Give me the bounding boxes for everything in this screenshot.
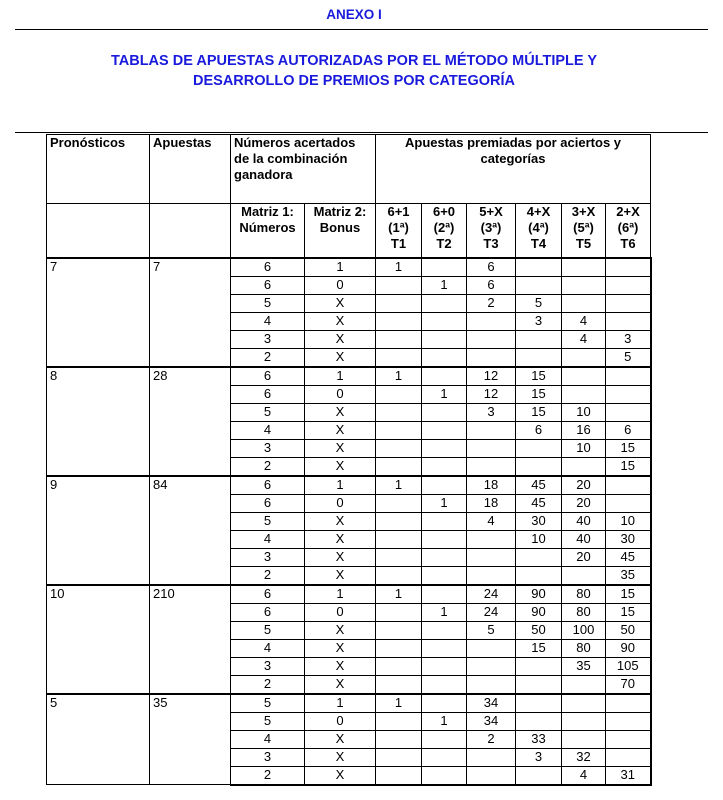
matriz1-cell: 5: [231, 712, 305, 730]
prize-cell-t2: [422, 367, 467, 386]
prize-cell-t4: 15: [516, 367, 562, 386]
matriz2-cell: X: [305, 330, 376, 348]
matriz1-cell: 4: [231, 312, 305, 330]
header-row-1: [47, 135, 651, 204]
prize-cell-t2: [422, 766, 467, 785]
prize-cell-t1: [376, 657, 422, 675]
matriz2-cell: X: [305, 548, 376, 566]
prize-cell-t5: 4: [562, 312, 606, 330]
prize-cell-t1: [376, 639, 422, 657]
prize-cell-t1: [376, 276, 422, 294]
prize-cell-t6: [606, 294, 651, 312]
prize-cell-t3: 34: [467, 694, 516, 713]
matriz1-cell: 3: [231, 330, 305, 348]
prize-cell-t4: [516, 566, 562, 585]
prize-cell-t3: [467, 457, 516, 476]
prize-cell-t5: [562, 566, 606, 585]
prize-cell-t2: [422, 439, 467, 457]
prize-cell-t5: 35: [562, 657, 606, 675]
prize-cell-t5: 40: [562, 530, 606, 548]
prize-cell-t1: [376, 675, 422, 694]
prize-cell-t4: 15: [516, 385, 562, 403]
prize-cell-t2: [422, 748, 467, 766]
prize-cell-t6: 35: [606, 566, 651, 585]
prize-cell-t6: [606, 694, 651, 713]
prize-cell-t2: [422, 530, 467, 548]
matriz1-cell: 3: [231, 439, 305, 457]
matriz1-cell: 5: [231, 621, 305, 639]
matriz2-cell: X: [305, 457, 376, 476]
prize-cell-t1: 1: [376, 694, 422, 713]
prize-cell-t4: 10: [516, 530, 562, 548]
table-row: [47, 476, 651, 495]
prize-cell-t5: 16: [562, 421, 606, 439]
prize-cell-t5: 10: [562, 403, 606, 421]
matriz2-cell: X: [305, 294, 376, 312]
pronosticos-cell: 5: [47, 694, 150, 785]
prize-cell-t5: [562, 294, 606, 312]
prize-cell-t4: [516, 439, 562, 457]
matriz1-cell: 3: [231, 657, 305, 675]
prize-cell-t5: [562, 457, 606, 476]
prize-cell-t2: [422, 294, 467, 312]
matriz2-cell: 1: [305, 367, 376, 386]
table-top-divider: [15, 132, 708, 133]
matriz1-cell: 2: [231, 766, 305, 785]
prize-cell-t1: [376, 330, 422, 348]
header-category-2: 6+0 (2ª) T2: [422, 204, 467, 258]
pronosticos-cell: 9: [47, 476, 150, 585]
header-pronosticos: Pronósticos: [47, 135, 150, 204]
matriz1-cell: 4: [231, 639, 305, 657]
pronosticos-cell: 10: [47, 585, 150, 694]
prize-cell-t2: [422, 421, 467, 439]
matriz2-cell: 0: [305, 385, 376, 403]
prize-cell-t3: [467, 675, 516, 694]
matriz1-cell: 5: [231, 294, 305, 312]
prize-cell-t4: 6: [516, 421, 562, 439]
prize-cell-t4: [516, 694, 562, 713]
matriz2-cell: X: [305, 675, 376, 694]
prize-cell-t4: 50: [516, 621, 562, 639]
prize-cell-t5: 80: [562, 603, 606, 621]
prize-cell-t1: [376, 457, 422, 476]
prize-cell-t1: 1: [376, 476, 422, 495]
prize-cell-t2: [422, 566, 467, 585]
matriz2-cell: X: [305, 639, 376, 657]
title-line-1: TABLAS DE APUESTAS AUTORIZADAS POR EL MÉTODO MÚLTIPLE Y: [110, 53, 598, 69]
prize-cell-t6: [606, 276, 651, 294]
prize-cell-t5: 100: [562, 621, 606, 639]
matriz2-cell: 1: [305, 476, 376, 495]
prize-cell-t4: [516, 457, 562, 476]
prize-cell-t1: [376, 294, 422, 312]
prize-cell-t6: 105: [606, 657, 651, 675]
prize-cell-t4: 90: [516, 585, 562, 604]
apuestas-cell: 84: [150, 476, 231, 585]
prize-cell-t6: [606, 312, 651, 330]
prize-cell-t4: 15: [516, 403, 562, 421]
prize-cell-t3: 5: [467, 621, 516, 639]
prize-cell-t1: [376, 494, 422, 512]
prize-cell-t4: [516, 657, 562, 675]
matriz2-cell: X: [305, 530, 376, 548]
prize-cell-t5: 80: [562, 639, 606, 657]
prize-cell-t6: 15: [606, 585, 651, 604]
matriz2-cell: X: [305, 766, 376, 785]
prize-cell-t2: 1: [422, 494, 467, 512]
prize-cell-t5: 40: [562, 512, 606, 530]
prize-cell-t4: [516, 766, 562, 785]
prize-cell-t3: [467, 657, 516, 675]
prize-cell-t1: [376, 421, 422, 439]
matriz2-cell: X: [305, 439, 376, 457]
prize-cell-t4: 45: [516, 494, 562, 512]
prize-cell-t6: 50: [606, 621, 651, 639]
matriz1-cell: 6: [231, 367, 305, 386]
matriz1-cell: 6: [231, 276, 305, 294]
prize-cell-t6: [606, 476, 651, 495]
prize-cell-t6: 90: [606, 639, 651, 657]
header-category-5: 3+X (5ª) T5: [562, 204, 606, 258]
header-row-2: [47, 204, 651, 258]
prize-cell-t1: [376, 730, 422, 748]
prize-cell-t6: 6: [606, 421, 651, 439]
prize-cell-t1: [376, 566, 422, 585]
prize-cell-t2: [422, 675, 467, 694]
prize-cell-t2: [422, 621, 467, 639]
prize-cell-t6: 70: [606, 675, 651, 694]
prize-cell-t2: [422, 730, 467, 748]
matriz1-cell: 6: [231, 258, 305, 277]
matriz2-cell: X: [305, 748, 376, 766]
prize-cell-t5: [562, 258, 606, 277]
matriz2-cell: X: [305, 621, 376, 639]
prize-cell-t5: [562, 730, 606, 748]
header-matriz-1: Matriz 1: Números: [231, 204, 305, 258]
matriz2-cell: 1: [305, 258, 376, 277]
bets-prize-table: [46, 134, 652, 786]
matriz1-cell: 2: [231, 675, 305, 694]
prize-cell-t3: [467, 312, 516, 330]
prize-cell-t1: [376, 603, 422, 621]
prize-cell-t3: 12: [467, 367, 516, 386]
prize-cell-t6: [606, 748, 651, 766]
prize-cell-t2: 1: [422, 385, 467, 403]
prize-cell-t1: 1: [376, 258, 422, 277]
prize-cell-t3: [467, 439, 516, 457]
prize-cell-t1: [376, 439, 422, 457]
prize-cell-t4: [516, 712, 562, 730]
matriz1-cell: 6: [231, 476, 305, 495]
prize-cell-t3: [467, 348, 516, 367]
prize-cell-t3: 2: [467, 294, 516, 312]
prize-cell-t5: 20: [562, 494, 606, 512]
prize-cell-t6: 30: [606, 530, 651, 548]
prize-cell-t4: 3: [516, 748, 562, 766]
prize-cell-t3: [467, 421, 516, 439]
prize-cell-t1: [376, 621, 422, 639]
prize-cell-t6: 31: [606, 766, 651, 785]
prize-cell-t2: [422, 403, 467, 421]
matriz1-cell: 3: [231, 748, 305, 766]
matriz2-cell: 0: [305, 603, 376, 621]
prize-cell-t2: [422, 348, 467, 367]
matriz1-cell: 5: [231, 694, 305, 713]
prize-cell-t4: 15: [516, 639, 562, 657]
matriz1-cell: 4: [231, 421, 305, 439]
prize-cell-t3: [467, 548, 516, 566]
matriz2-cell: 1: [305, 585, 376, 604]
prize-cell-t5: [562, 385, 606, 403]
header-category-1: 6+1 (1ª) T1: [376, 204, 422, 258]
prize-cell-t6: 10: [606, 512, 651, 530]
prize-cell-t3: [467, 330, 516, 348]
prize-cell-t1: [376, 512, 422, 530]
matriz1-cell: 4: [231, 530, 305, 548]
prize-cell-t6: 5: [606, 348, 651, 367]
pronosticos-cell: 7: [47, 258, 150, 367]
prize-cell-t3: [467, 566, 516, 585]
prize-cell-t5: 32: [562, 748, 606, 766]
matriz2-cell: 0: [305, 494, 376, 512]
prize-cell-t2: [422, 312, 467, 330]
apuestas-cell: 28: [150, 367, 231, 476]
prize-cell-t3: 2: [467, 730, 516, 748]
prize-cell-t4: [516, 548, 562, 566]
prize-cell-t4: 30: [516, 512, 562, 530]
header-category-3: 5+X (3ª) T3: [467, 204, 516, 258]
prize-cell-t5: [562, 675, 606, 694]
prize-cell-t2: [422, 548, 467, 566]
prize-cell-t2: [422, 457, 467, 476]
prize-cell-t4: 5: [516, 294, 562, 312]
prize-cell-t3: 4: [467, 512, 516, 530]
matriz2-cell: X: [305, 730, 376, 748]
matriz2-cell: X: [305, 566, 376, 585]
prize-cell-t6: 15: [606, 439, 651, 457]
prize-cell-t6: [606, 712, 651, 730]
prize-cell-t2: [422, 258, 467, 277]
matriz1-cell: 2: [231, 348, 305, 367]
prize-cell-t6: [606, 403, 651, 421]
prize-cell-t5: [562, 367, 606, 386]
prize-cell-t2: [422, 694, 467, 713]
prize-cell-t4: [516, 675, 562, 694]
prize-cell-t1: [376, 766, 422, 785]
header-blank-1: [47, 204, 150, 258]
prize-cell-t2: 1: [422, 603, 467, 621]
prize-cell-t2: [422, 639, 467, 657]
annex-label: ANEXO I: [326, 7, 382, 22]
prize-cell-t3: 6: [467, 258, 516, 277]
prize-cell-t1: [376, 403, 422, 421]
prize-cell-t3: 24: [467, 603, 516, 621]
prize-cell-t4: 3: [516, 312, 562, 330]
prize-cell-t6: 45: [606, 548, 651, 566]
prize-cell-t2: 1: [422, 712, 467, 730]
prize-cell-t5: [562, 694, 606, 713]
prize-cell-t2: [422, 585, 467, 604]
prize-cell-t5: 10: [562, 439, 606, 457]
table-body: [47, 258, 651, 785]
matriz1-cell: 5: [231, 512, 305, 530]
prize-cell-t4: [516, 330, 562, 348]
header-apuestas: Apuestas: [150, 135, 231, 204]
prize-cell-t5: 4: [562, 766, 606, 785]
prize-cell-t6: [606, 258, 651, 277]
prize-cell-t6: 15: [606, 457, 651, 476]
matriz2-cell: 1: [305, 694, 376, 713]
document-title: [0, 51, 708, 91]
table-row: [47, 694, 651, 713]
header-numeros-acertados: Números acertados de la combinación ganadora: [231, 135, 376, 204]
title-line-2: DESARROLLO DE PREMIOS POR CATEGORÍA: [193, 73, 515, 89]
matriz1-cell: 6: [231, 585, 305, 604]
prize-cell-t3: 24: [467, 585, 516, 604]
prize-cell-t6: [606, 367, 651, 386]
prize-cell-t1: [376, 548, 422, 566]
header-divider: [15, 29, 708, 30]
matriz2-cell: X: [305, 312, 376, 330]
header-blank-2: [150, 204, 231, 258]
matriz2-cell: X: [305, 657, 376, 675]
prize-cell-t2: [422, 512, 467, 530]
prize-cell-t6: [606, 385, 651, 403]
prize-cell-t4: [516, 276, 562, 294]
prize-cell-t3: 18: [467, 494, 516, 512]
matriz2-cell: X: [305, 403, 376, 421]
prize-cell-t3: [467, 766, 516, 785]
matriz2-cell: X: [305, 512, 376, 530]
prize-cell-t6: 3: [606, 330, 651, 348]
prize-cell-t1: [376, 530, 422, 548]
prize-cell-t5: [562, 276, 606, 294]
prize-cell-t1: [376, 712, 422, 730]
prize-cell-t5: 80: [562, 585, 606, 604]
prize-cell-t5: 20: [562, 548, 606, 566]
table-row: [47, 367, 651, 386]
prize-cell-t6: 15: [606, 603, 651, 621]
prize-cell-t1: [376, 385, 422, 403]
prize-cell-t4: 45: [516, 476, 562, 495]
prize-cell-t5: 20: [562, 476, 606, 495]
prize-cell-t2: [422, 476, 467, 495]
prize-cell-t3: [467, 639, 516, 657]
prize-cell-t4: 33: [516, 730, 562, 748]
table-row: [47, 585, 651, 604]
prize-cell-t3: 12: [467, 385, 516, 403]
matriz2-cell: X: [305, 348, 376, 367]
prize-cell-t5: 4: [562, 330, 606, 348]
matriz1-cell: 2: [231, 457, 305, 476]
prize-cell-t6: [606, 494, 651, 512]
prize-cell-t4: 90: [516, 603, 562, 621]
prize-cell-t5: [562, 348, 606, 367]
prize-cell-t3: 18: [467, 476, 516, 495]
prize-cell-t3: 6: [467, 276, 516, 294]
apuestas-cell: 210: [150, 585, 231, 694]
header-category-4: 4+X (4ª) T4: [516, 204, 562, 258]
table-row: [47, 258, 651, 277]
prize-cell-t3: 3: [467, 403, 516, 421]
prize-cell-t3: [467, 530, 516, 548]
matriz2-cell: 0: [305, 276, 376, 294]
matriz1-cell: 6: [231, 385, 305, 403]
prize-cell-t3: [467, 748, 516, 766]
apuestas-cell: 35: [150, 694, 231, 785]
prize-cell-t5: [562, 712, 606, 730]
matriz1-cell: 6: [231, 603, 305, 621]
header-matriz-2: Matriz 2: Bonus: [305, 204, 376, 258]
prize-cell-t2: [422, 657, 467, 675]
prize-cell-t2: 1: [422, 276, 467, 294]
prize-cell-t3: 34: [467, 712, 516, 730]
prize-cell-t1: 1: [376, 585, 422, 604]
matriz1-cell: 3: [231, 548, 305, 566]
pronosticos-cell: 8: [47, 367, 150, 476]
prize-cell-t2: [422, 330, 467, 348]
matriz1-cell: 4: [231, 730, 305, 748]
prize-cell-t4: [516, 348, 562, 367]
matriz1-cell: 5: [231, 403, 305, 421]
matriz1-cell: 2: [231, 566, 305, 585]
header-category-6: 2+X (6ª) T6: [606, 204, 651, 258]
matriz2-cell: X: [305, 421, 376, 439]
prize-cell-t1: 1: [376, 367, 422, 386]
header-apuestas-premiadas: Apuestas premiadas por aciertos y categorías: [376, 135, 651, 204]
matriz1-cell: 6: [231, 494, 305, 512]
prize-cell-t4: [516, 258, 562, 277]
prize-cell-t1: [376, 312, 422, 330]
prize-cell-t1: [376, 348, 422, 367]
prize-cell-t1: [376, 748, 422, 766]
matriz2-cell: 0: [305, 712, 376, 730]
prize-cell-t6: [606, 730, 651, 748]
apuestas-cell: 7: [150, 258, 231, 367]
